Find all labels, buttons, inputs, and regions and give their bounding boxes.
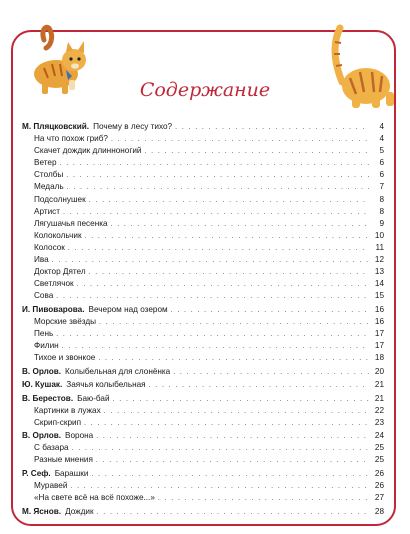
toc-leader-dots — [97, 507, 369, 519]
toc-title: Скрип-скрип — [34, 417, 82, 427]
toc-leader-dots — [68, 243, 369, 255]
toc-leader-dots — [113, 394, 369, 406]
toc-entry — [22, 352, 384, 364]
toc-page-number: 25 — [374, 443, 384, 453]
toc-entry — [22, 206, 384, 218]
toc-page-number: 16 — [374, 316, 384, 326]
toc-leader-dots — [175, 122, 369, 134]
toc-title: Баю-бай — [77, 393, 110, 403]
toc-entry — [22, 430, 384, 442]
toc-page-number: 21 — [374, 380, 384, 390]
toc-author: М. Яснов. — [22, 506, 62, 516]
toc-page-number: 11 — [375, 242, 384, 252]
toc-title: Разные мнения — [34, 455, 93, 465]
toc-entry — [22, 218, 384, 230]
toc-leader-dots — [66, 170, 369, 182]
toc-title: Колыбельная для слонёнка — [65, 366, 171, 376]
toc-entry — [22, 121, 384, 133]
toc-leader-dots — [91, 469, 369, 481]
toc-title: Сова — [34, 291, 54, 301]
toc-entry — [22, 405, 384, 417]
toc-page-number: 27 — [374, 493, 384, 503]
toc-title: С базара — [34, 443, 69, 453]
toc-title: Медаль — [34, 182, 64, 192]
toc-title: Колокольчик — [34, 230, 82, 240]
toc-title: Доктор Дятел — [34, 267, 86, 277]
toc-leader-dots — [72, 443, 369, 455]
toc-page-number: 17 — [374, 328, 384, 338]
toc-author: В. Орлов. — [22, 431, 62, 441]
toc-entry — [22, 194, 384, 206]
toc-entry — [22, 379, 384, 391]
toc-leader-dots — [96, 455, 369, 467]
toc-leader-dots — [85, 231, 369, 243]
toc-page-number: 10 — [374, 230, 384, 240]
toc-entry — [22, 304, 384, 316]
toc-leader-dots — [62, 341, 369, 353]
toc-entry — [22, 316, 384, 328]
toc-leader-dots — [144, 146, 369, 158]
toc-title: Колосок — [34, 242, 65, 252]
toc-title: Тихое и звонкое — [34, 353, 96, 363]
toc-leader-dots — [171, 305, 369, 317]
toc-leader-dots — [111, 134, 369, 146]
toc-entry — [22, 230, 384, 242]
toc-author: И. Пивоварова. — [22, 304, 85, 314]
toc-title: На что похож гриб? — [34, 134, 108, 144]
toc-leader-dots — [77, 279, 369, 291]
toc-leader-dots — [96, 431, 369, 443]
toc-entry — [22, 480, 384, 492]
toc-leader-dots — [63, 207, 369, 219]
toc-title: Муравей — [34, 481, 68, 491]
toc-title: Артист — [34, 206, 61, 216]
toc-page-number: 13 — [374, 267, 384, 277]
toc-entry — [22, 366, 384, 378]
toc-page-number: 8 — [379, 206, 384, 216]
toc-author: М. Пляцковский. — [22, 122, 90, 131]
toc-entry — [22, 328, 384, 340]
toc-entry — [22, 393, 384, 405]
toc-entry — [22, 266, 384, 278]
toc-author: В. Берестов. — [22, 393, 74, 403]
toc-page-number: 24 — [374, 431, 384, 441]
toc-entry — [22, 454, 384, 466]
toc-entry — [22, 169, 384, 181]
toc-author: Р. Сеф. — [22, 468, 51, 478]
toc-page-number: 12 — [374, 255, 384, 265]
toc-title: Светлячок — [34, 279, 74, 289]
toc-title: Дождик — [65, 506, 94, 516]
toc-entry — [22, 442, 384, 454]
toc-page-number: 4 — [379, 134, 384, 144]
toc-title: Картинки в лужах — [34, 405, 101, 415]
toc-page-number: 20 — [374, 366, 384, 376]
toc-entry — [22, 506, 384, 518]
toc-leader-dots — [52, 255, 369, 267]
toc-leader-dots — [67, 182, 369, 194]
toc-title: Ветер — [34, 158, 57, 168]
toc-title: Ворона — [65, 431, 94, 441]
toc-leader-dots — [99, 317, 369, 329]
toc-leader-dots — [98, 353, 369, 365]
toc-entry — [22, 278, 384, 290]
toc-leader-dots — [104, 406, 369, 418]
toc-leader-dots — [149, 380, 369, 392]
toc-leader-dots — [89, 267, 369, 279]
toc-author: Ю. Кушак. — [22, 380, 63, 390]
toc-title: «На свете всё на всё похоже...» — [34, 493, 155, 503]
toc-title: Филин — [34, 341, 59, 351]
toc-page-number: 23 — [374, 417, 384, 427]
toc-page-number: 22 — [374, 405, 384, 415]
toc-title: Ива — [34, 255, 49, 265]
toc-leader-dots — [60, 158, 369, 170]
toc-title: Вечером над озером — [88, 304, 168, 314]
toc-page-number: 5 — [379, 146, 384, 156]
toc-entry — [22, 340, 384, 352]
toc-title: Скачет дождик длинноногий — [34, 146, 142, 156]
toc-page-number: 6 — [379, 158, 384, 168]
toc-leader-dots — [173, 367, 369, 379]
toc-title: Почему в лесу тихо? — [93, 122, 173, 131]
toc-page-number: 4 — [379, 122, 384, 131]
toc-leader-dots — [84, 418, 369, 430]
toc-page-number: 28 — [374, 506, 384, 516]
toc-page-number: 9 — [379, 218, 384, 228]
toc-page-number: 26 — [374, 468, 384, 478]
toc-title: Подсолнушек — [34, 194, 86, 204]
toc-entry — [22, 181, 384, 193]
toc-leader-dots — [56, 329, 369, 341]
toc-page-number: 17 — [374, 341, 384, 351]
toc-page-number: 26 — [374, 481, 384, 491]
toc-entry — [22, 145, 384, 157]
toc-leader-dots — [158, 493, 369, 505]
toc-page-number: 14 — [374, 279, 384, 289]
toc-title: Заячья колыбельная — [66, 380, 146, 390]
toc-title: Лягушачья песенка — [34, 218, 108, 228]
toc-title: Столбы — [34, 170, 64, 180]
page-title: Содержание — [139, 79, 271, 101]
toc-page-number: 21 — [374, 393, 384, 403]
toc-page-number: 16 — [374, 304, 384, 314]
toc-entry — [22, 492, 384, 504]
toc-title: Барашки — [54, 468, 89, 478]
toc-leader-dots — [111, 219, 369, 231]
toc-page-number: 18 — [374, 353, 384, 363]
toc-title: Пень — [34, 328, 54, 338]
toc-entry — [22, 157, 384, 169]
toc-entry — [22, 254, 384, 266]
toc-title: Морские звёзды — [34, 316, 96, 326]
toc-page-number: 7 — [379, 182, 384, 192]
toc-page-number: 8 — [379, 194, 384, 204]
toc-leader-dots — [56, 291, 369, 303]
toc-page-number: 25 — [374, 455, 384, 465]
toc-author: В. Орлов. — [22, 366, 62, 376]
toc-page-number: 15 — [374, 291, 384, 301]
toc-entry — [22, 133, 384, 145]
toc-entry — [22, 468, 384, 480]
toc-entry — [22, 242, 384, 254]
toc-page-number: 6 — [379, 170, 384, 180]
toc-entry — [22, 290, 384, 302]
toc-entry — [22, 417, 384, 429]
table-of-contents — [22, 121, 384, 518]
toc-leader-dots — [89, 195, 369, 207]
